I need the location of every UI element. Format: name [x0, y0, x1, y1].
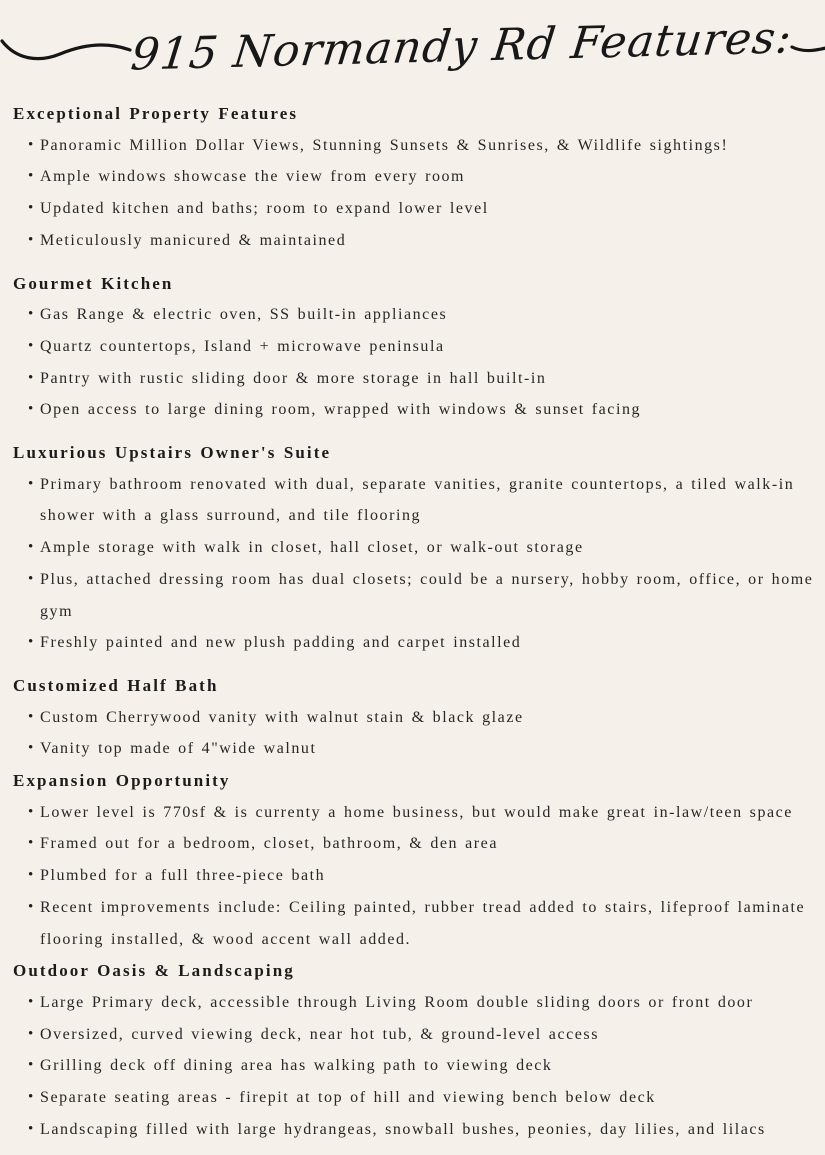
- bullet-item: • Custom Cherrywood vanity with walnut stain & black glaze: [13, 702, 815, 734]
- bullet-item: • Gas Range & electric oven, SS built-in appliances: [13, 299, 815, 331]
- section-heading: Gourmet Kitchen: [13, 273, 174, 293]
- bullet-list: [13, 130, 815, 257]
- bullet-item: • Ample storage with walk in closet, hall closet, or walk-out storage: [13, 532, 815, 564]
- bullet-item: • Grilling deck off dining area has walking path to viewing deck: [13, 1050, 815, 1082]
- section-heading: Customized Half Bath: [13, 675, 219, 695]
- bullet-item: • Freshly painted and new plush padding and carpet installed: [13, 627, 815, 659]
- bullet-item: • Vanity top made of 4"wide walnut: [13, 733, 815, 765]
- section: [13, 437, 815, 659]
- bullet-item: • Landscaping filled with large hydrangeas, snowball bushes, peonies, day lilies, and lilacs: [13, 1114, 815, 1146]
- section-heading: Expansion Opportunity: [13, 771, 231, 791]
- title-banner: [0, 0, 825, 98]
- section: [13, 670, 815, 765]
- section: [13, 268, 815, 427]
- bullet-list: [13, 987, 815, 1146]
- bullet-item: • Updated kitchen and baths; room to expand lower level: [13, 193, 815, 225]
- section-heading: Outdoor Oasis & Landscaping: [13, 961, 295, 981]
- bullet-item: • Lower level is 770sf & is currenty a home business, but would make great in-law/teen space: [13, 797, 815, 829]
- bullet-item: • Quartz countertops, Island + microwave peninsula: [13, 331, 815, 363]
- bullet-item: • Oversized, curved viewing deck, near hot tub, & ground-level access: [13, 1019, 815, 1051]
- left-swash-icon: [0, 29, 132, 69]
- bullet-list: [13, 797, 815, 956]
- bullet-item: • Framed out for a bedroom, closet, bathroom, & den area: [13, 828, 815, 860]
- bullet-list: [13, 299, 815, 426]
- bullet-item: • Plumbed for a full three-piece bath: [13, 860, 815, 892]
- bullet-list: [13, 702, 815, 765]
- bullet-item: • Recent improvements include: Ceiling painted, rubber tread added to stairs, lifeproof laminate flooring installed, & wood accent wall added.: [13, 892, 815, 955]
- bullet-item: • Separate seating areas - firepit at top of hill and viewing bench below deck: [13, 1082, 815, 1114]
- bullet-list: [13, 469, 815, 659]
- bullet-item: • Open access to large dining room, wrapped with windows & sunset facing: [13, 394, 815, 426]
- bullet-item: • Panoramic Million Dollar Views, Stunning Sunsets & Sunrises, & Wildlife sightings!: [13, 130, 815, 162]
- section-heading: Exceptional Property Features: [13, 104, 299, 123]
- bullet-item: • Plus, attached dressing room has dual closets; could be a nursery, hobby room, office, or home gym: [13, 564, 815, 627]
- bullet-item: • Large Primary deck, accessible through Living Room double sliding doors or front door: [13, 987, 815, 1019]
- bullet-item: • Primary bathroom renovated with dual, separate vanities, granite countertops, a tiled walk-in shower with a glass surround, and tile flooring: [13, 469, 815, 532]
- bullet-item: • Meticulously manicured & maintained: [13, 225, 815, 257]
- bullet-item: • Ample windows showcase the view from every room: [13, 161, 815, 193]
- section-heading: Luxurious Upstairs Owner's Suite: [13, 443, 332, 463]
- page-title: 915 Normandy Rd Features:: [128, 11, 795, 81]
- section: [13, 98, 815, 257]
- section: [13, 765, 815, 955]
- section: [13, 955, 815, 1145]
- right-swash-icon: [790, 29, 825, 69]
- bullet-item: • Pantry with rustic sliding door & more storage in hall built-in: [13, 363, 815, 395]
- sections: [0, 98, 825, 1146]
